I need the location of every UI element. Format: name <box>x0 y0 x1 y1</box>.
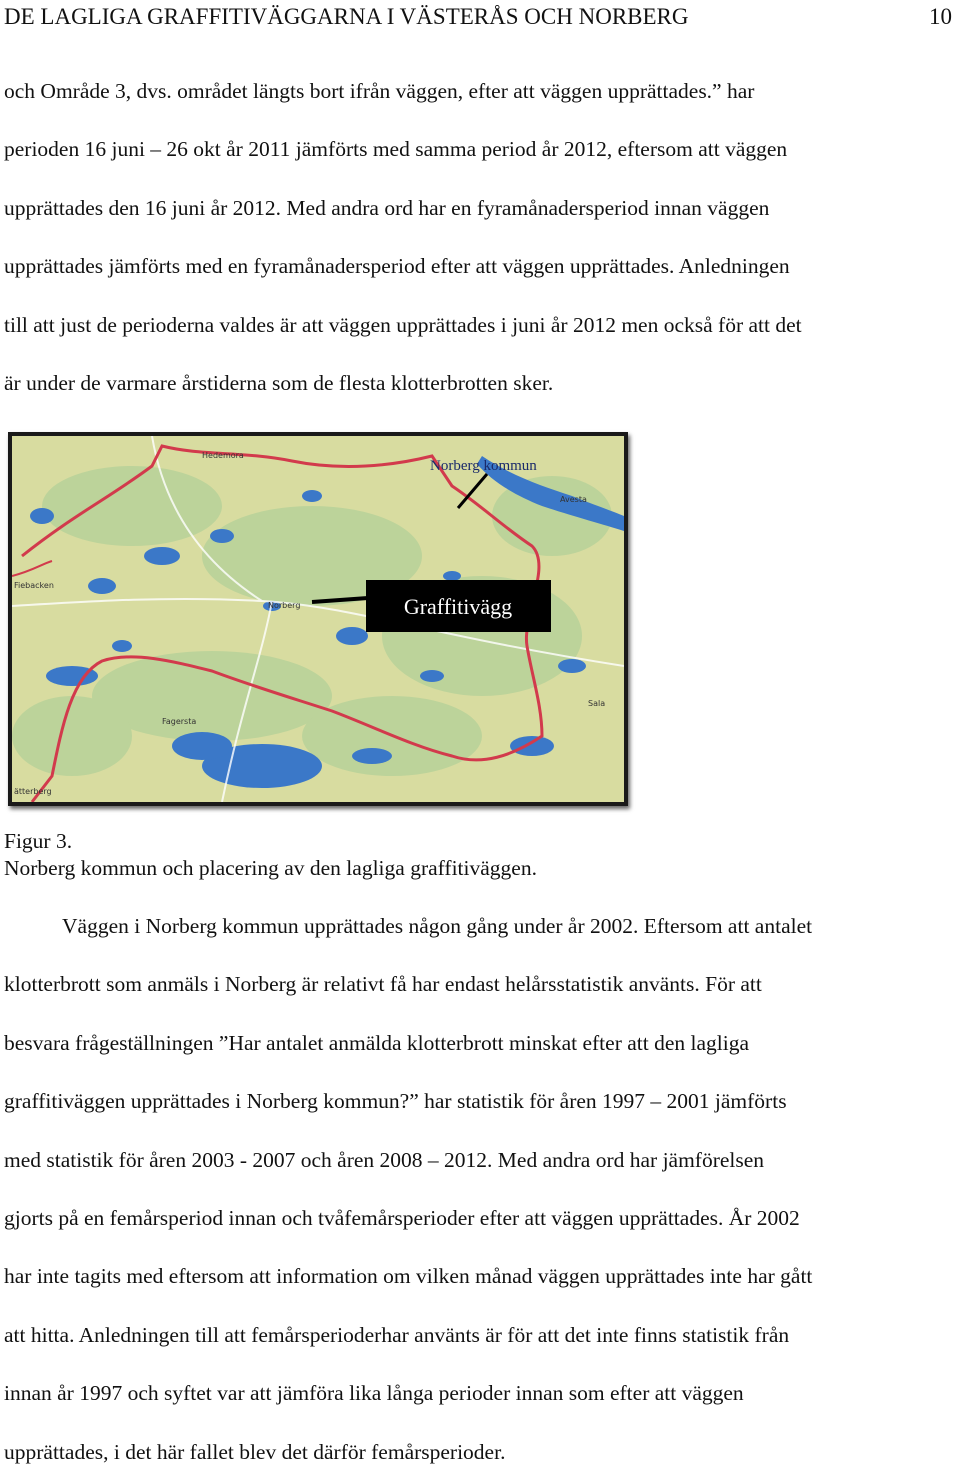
norberg-map <box>12 436 624 802</box>
paragraph-2 <box>4 897 956 1481</box>
paragraph-1 <box>4 62 956 412</box>
paragraph-line: besvara frågeställningen ”Har antalet anmälda klotterbrott minskat efter att den lagliga <box>4 1030 750 1055</box>
paragraph-line: graffitiväggen upprättades i Norberg kommun?” har statistik för åren 1997 – 2001 jämförts <box>4 1089 787 1114</box>
paragraph-line: till att just de perioderna valdes är att väggen upprättades i juni år 2012 men också för att det <box>4 312 802 337</box>
paragraph-line: att hitta. Anledningen till att femårsperioderhar använts är för att det inte finns statistik från <box>4 1322 790 1347</box>
place-label-sala: Sala <box>588 699 606 708</box>
callout-vagg-label: Graffitivägg <box>403 594 513 619</box>
place-label-vasterbacken: ätterberg <box>14 787 52 796</box>
caption-text: Norberg kommun och placering av den lagliga graffitiväggen. <box>4 856 537 880</box>
paragraph-line: är under de varmare årstiderna som de flesta klotterbrotten sker. <box>4 370 554 395</box>
paragraph-line: upprättades jämförts med en fyramånadersperiod efter att väggen upprättades. Anledningen <box>4 254 790 279</box>
paragraph-line: gjorts på en femårsperiod innan och tvåfemårsperioder efter att väggen upprättades. År 2002 <box>4 1205 800 1230</box>
callout-kommun-label: Norberg kommun <box>430 458 537 474</box>
place-label-hedemora: Hedemora <box>202 451 244 460</box>
paragraph-line: upprättades, i det här fallet blev det därför femårsperioder. <box>4 1439 506 1464</box>
paragraph-line: och Område 3, dvs. området längts bort ifrån väggen, efter att väggen upprättades.” har <box>4 79 755 103</box>
place-label-fiebacken: Fiebacken <box>14 581 54 590</box>
header-title: DE LAGLIGA GRAFFITIVÄGGARNA I VÄSTERÅS OCH NORBERG <box>4 4 689 29</box>
paragraph-line: klotterbrott som anmäls i Norberg är relativt få har endast helårsstatistik använts. För att <box>4 972 762 997</box>
paragraph-line: Väggen i Norberg kommun upprättades någon gång under år 2002. Eftersom att antalet <box>62 914 813 938</box>
place-label-avesta: Avesta <box>560 495 587 504</box>
paragraph-line: med statistik för åren 2003 - 2007 och åren 2008 – 2012. Med andra ord har jämförelsen <box>4 1147 765 1172</box>
running-header <box>4 0 956 34</box>
paragraph-line: innan år 1997 och syftet var att jämföra lika långa perioder innan som efter att väggen <box>4 1381 744 1406</box>
paragraph-line: har inte tagits med eftersom att information om vilken månad väggen upprättades inte har gått <box>4 1264 813 1289</box>
caption-label: Figur 3. <box>4 829 73 853</box>
place-label-fagersta: Fagersta <box>162 717 197 726</box>
map-figure <box>8 432 628 806</box>
page-number: 10 <box>929 4 952 29</box>
paragraph-line: upprättades den 16 juni år 2012. Med andra ord har en fyramånadersperiod innan väggen <box>4 195 770 220</box>
figure-caption <box>4 828 537 882</box>
paragraph-line: perioden 16 juni – 26 okt år 2011 jämförts med samma period år 2012, eftersom att väggen <box>4 137 788 162</box>
place-label-norberg: Norberg <box>268 601 301 610</box>
